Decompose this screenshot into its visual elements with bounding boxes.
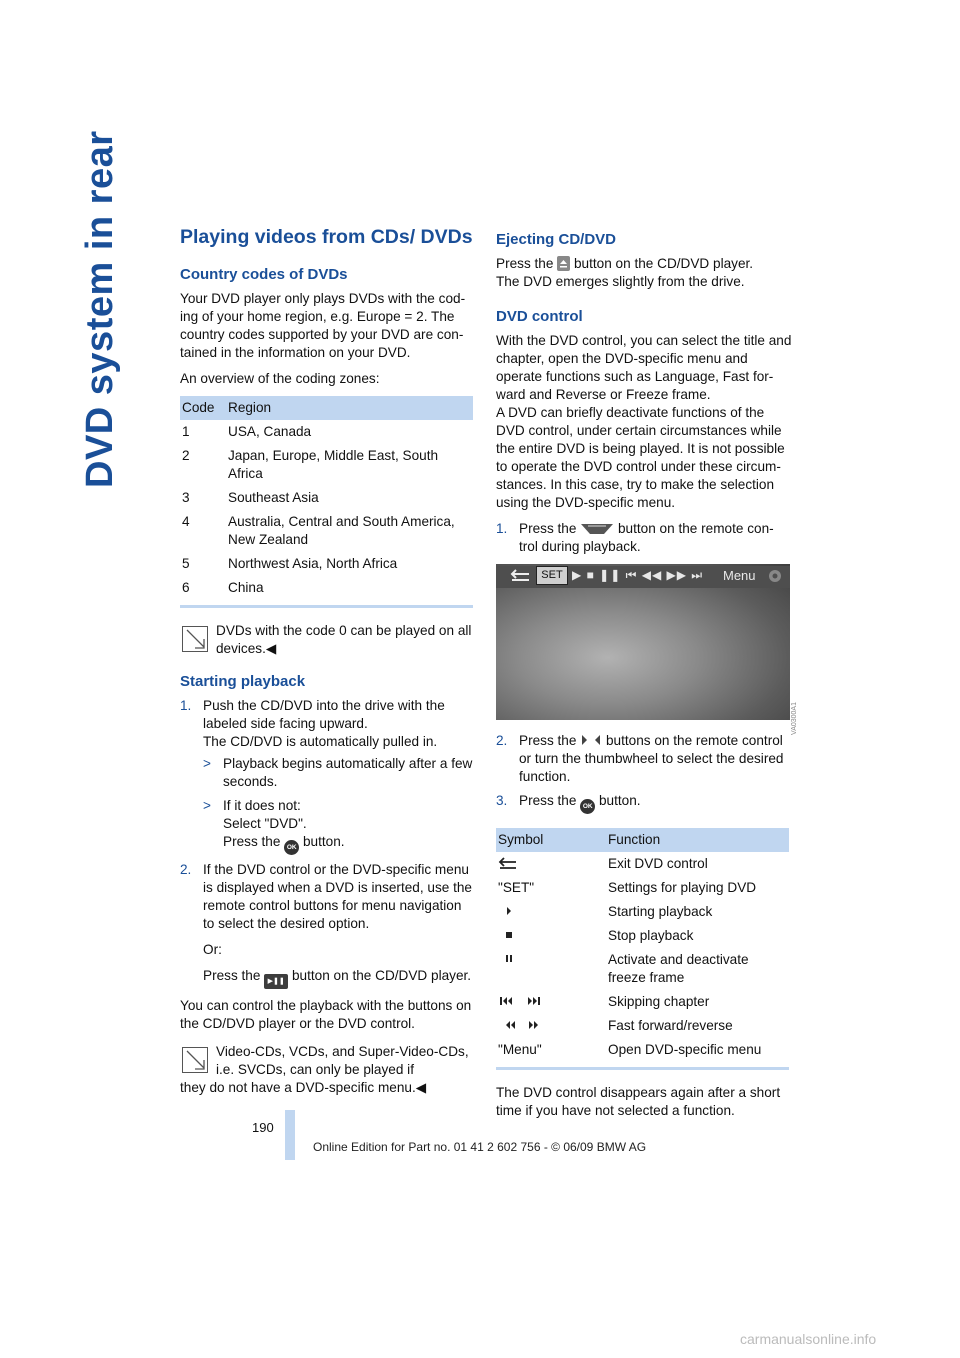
table-row (496, 924, 789, 948)
country-codes-heading: Country codes of DVDs (180, 266, 348, 283)
starting-playback-heading: Starting playback (180, 673, 306, 690)
ok-button-icon: OK (580, 799, 595, 814)
eject-button-icon (557, 256, 570, 271)
symbol-cell (496, 948, 606, 990)
starting-steps (180, 697, 476, 989)
table-header-row (496, 828, 789, 852)
sub-text: Press the OK button. (223, 833, 476, 855)
list-item (180, 861, 476, 989)
step-number: 2. (180, 862, 192, 877)
dvd-control-heading: DVD control (496, 308, 583, 325)
table-row (180, 486, 473, 510)
right-column (496, 226, 798, 1128)
dvd-control-text-2: A DVD can briefly deactivate functions of the DVD control, under certain circumstances while the entire DVD is being played. It is not possible to operate the DVD control under these circum-stances. In this case, try to make the selection using the DVD-specific menu. (496, 405, 785, 510)
step-text: Press the ▶❚❚ button on the CD/DVD player. (203, 967, 476, 989)
step-number: 1. (180, 698, 192, 713)
ok-button-icon: OK (284, 840, 299, 855)
control-steps (496, 520, 792, 556)
symbol-cell (496, 990, 606, 1014)
code-cell: 4 (182, 514, 190, 529)
set-button: SET (536, 566, 568, 585)
step-number: 3. (496, 793, 508, 808)
list-item (180, 697, 476, 855)
play-pause-button-icon: ▶❚❚ (264, 974, 288, 989)
code-cell: 6 (180, 576, 226, 607)
column-header-code: Code (180, 396, 226, 420)
watermark: carmanualsonline.info (740, 1331, 877, 1347)
function-cell: Fast forward/reverse (608, 1018, 733, 1033)
dvd-control-screenshot (496, 564, 798, 735)
footer-edition: Online Edition for Part no. 01 41 2 602 756 - © 06/09 BMW AG (313, 1140, 647, 1154)
table-row (496, 876, 789, 900)
eject-text: Press the button on the CD/DVD player. The DVD emerges slightly from the drive. (496, 256, 754, 289)
exit-icon (498, 856, 520, 870)
sub-text: Select "DVD". (223, 816, 307, 831)
step-number: 1. (496, 521, 508, 536)
region-cell: Southeast Asia (228, 490, 319, 505)
code-cell: 5 (182, 556, 190, 571)
pause-icon (498, 952, 518, 966)
table-row (180, 444, 473, 486)
table-row (180, 420, 473, 444)
step-text: Or: (203, 942, 222, 957)
sub-text: Playback begins automatically after a few seconds. (223, 756, 473, 789)
side-chapter-title: DVD system in rear (79, 130, 121, 488)
note-icon (182, 1047, 208, 1073)
table-row (496, 990, 789, 1014)
table-row (496, 1014, 789, 1038)
table-row (496, 900, 789, 924)
table-row (180, 576, 473, 607)
exit-icon (510, 567, 532, 588)
symbol-function-table (496, 828, 789, 1070)
region-cell: Northwest Asia, North Africa (228, 556, 398, 571)
sub-text: If it does not: (223, 798, 301, 813)
sub-item (203, 797, 476, 855)
dvd-control-text: With the DVD control, you can select the title and chapter, open the DVD-specific menu and operate functions such as Language, Fast for-ward and Reverse or Freeze frame. (496, 333, 792, 402)
footer-accent-bar (285, 1110, 295, 1160)
note-text: DVDs with the code 0 can be played on all devices.◀ (216, 623, 472, 656)
symbol-cell (496, 852, 606, 876)
list-item: 2. Press the buttons on the remote control or turn the thumbwheel to select the desired function. (496, 733, 784, 784)
symbol-cell (496, 924, 606, 948)
list-item: 3. Press the OK button. (496, 792, 792, 814)
left-column (180, 226, 476, 1111)
skip-icon (498, 994, 546, 1008)
function-cell: Activate and deactivate freeze frame (608, 952, 749, 985)
table-row (496, 1038, 789, 1069)
function-cell: Stop playback (608, 928, 694, 943)
image-code: VA0300A1 (791, 702, 798, 735)
menu-label: Menu (723, 568, 756, 583)
fast-icon (498, 1018, 546, 1032)
code-cell: 3 (182, 490, 190, 505)
page-number: 190 (252, 1120, 274, 1135)
coding-zones-intro: An overview of the coding zones: (180, 371, 380, 386)
play-icon (498, 904, 518, 918)
stop-icon (498, 928, 518, 942)
region-cell: Australia, Central and South America, New Zealand (228, 514, 455, 547)
sub-item (203, 755, 476, 791)
dvd-control-end-text: The DVD control disappears again after a short time if you have not selected a function. (496, 1085, 781, 1118)
note-text: Video-CDs, VCDs, and Super-Video-CDs, i.e. SVCDs, can only be played if (216, 1044, 469, 1077)
bullet-marker: > (203, 756, 211, 771)
function-cell: Starting playback (608, 904, 713, 919)
region-code-table (180, 396, 473, 608)
list-item: 1. Press the button on the remote con-trol during playback. (496, 521, 774, 554)
table-header-row (180, 396, 473, 420)
country-codes-text: Your DVD player only plays DVDs with the cod-ing of your home region, e.g. Europe = 2. The country codes supported by your DVD are con-tained in the information on your DVD. (180, 291, 466, 360)
note-text-last: they do not have a DVD-specific menu.◀ (180, 1080, 427, 1095)
step-text: If the DVD control or the DVD-specific menu is displayed when a DVD is inserted, use the remote control buttons for menu navigation to select the desired option. (203, 862, 472, 931)
left-right-buttons-icon (580, 733, 602, 747)
function-cell: Skipping chapter (608, 994, 710, 1009)
symbol-cell (496, 900, 606, 924)
menu-button-icon (580, 522, 614, 534)
code-cell: 1 (182, 424, 190, 439)
table-row (180, 552, 473, 576)
ejecting-heading: Ejecting CD/DVD (496, 231, 617, 248)
code-cell: 2 (182, 448, 190, 463)
step-text: Push the CD/DVD into the drive with the labeled side facing upward. (203, 698, 445, 731)
table-row (180, 510, 473, 552)
region-cell: China (226, 576, 473, 607)
note-icon (182, 626, 208, 652)
column-header-region: Region (226, 396, 473, 420)
function-cell: Settings for playing DVD (608, 880, 757, 895)
table-row (496, 948, 789, 990)
symbol-cell: "Menu" (496, 1038, 606, 1069)
note-vcd (180, 1043, 476, 1097)
column-header-symbol: Symbol (496, 828, 606, 852)
bullet-marker: > (203, 798, 211, 813)
note-code-zero (180, 622, 476, 658)
function-cell: Exit DVD control (608, 856, 708, 871)
region-cell: USA, Canada (228, 424, 312, 439)
region-cell: Japan, Europe, Middle East, South Africa (228, 448, 439, 481)
main-heading: Playing videos from CDs/ DVDs (180, 226, 473, 248)
control-text: You can control the playback with the buttons on the CD/DVD player or the DVD control. (180, 998, 472, 1031)
step-number: 2. (496, 733, 508, 748)
playback-controls: ▶ ■ ❚❚ ⏮ ◀◀ ▶▶ ⏭ (572, 568, 704, 582)
control-steps-cont (496, 732, 792, 814)
column-header-function: Function (606, 828, 789, 852)
symbol-cell (496, 1014, 606, 1038)
table-row (496, 852, 789, 876)
symbol-cell: "SET" (498, 880, 535, 895)
step-text: The CD/DVD is automatically pulled in. (203, 734, 438, 749)
function-cell: Open DVD-specific menu (606, 1038, 789, 1069)
gear-icon (766, 567, 784, 590)
